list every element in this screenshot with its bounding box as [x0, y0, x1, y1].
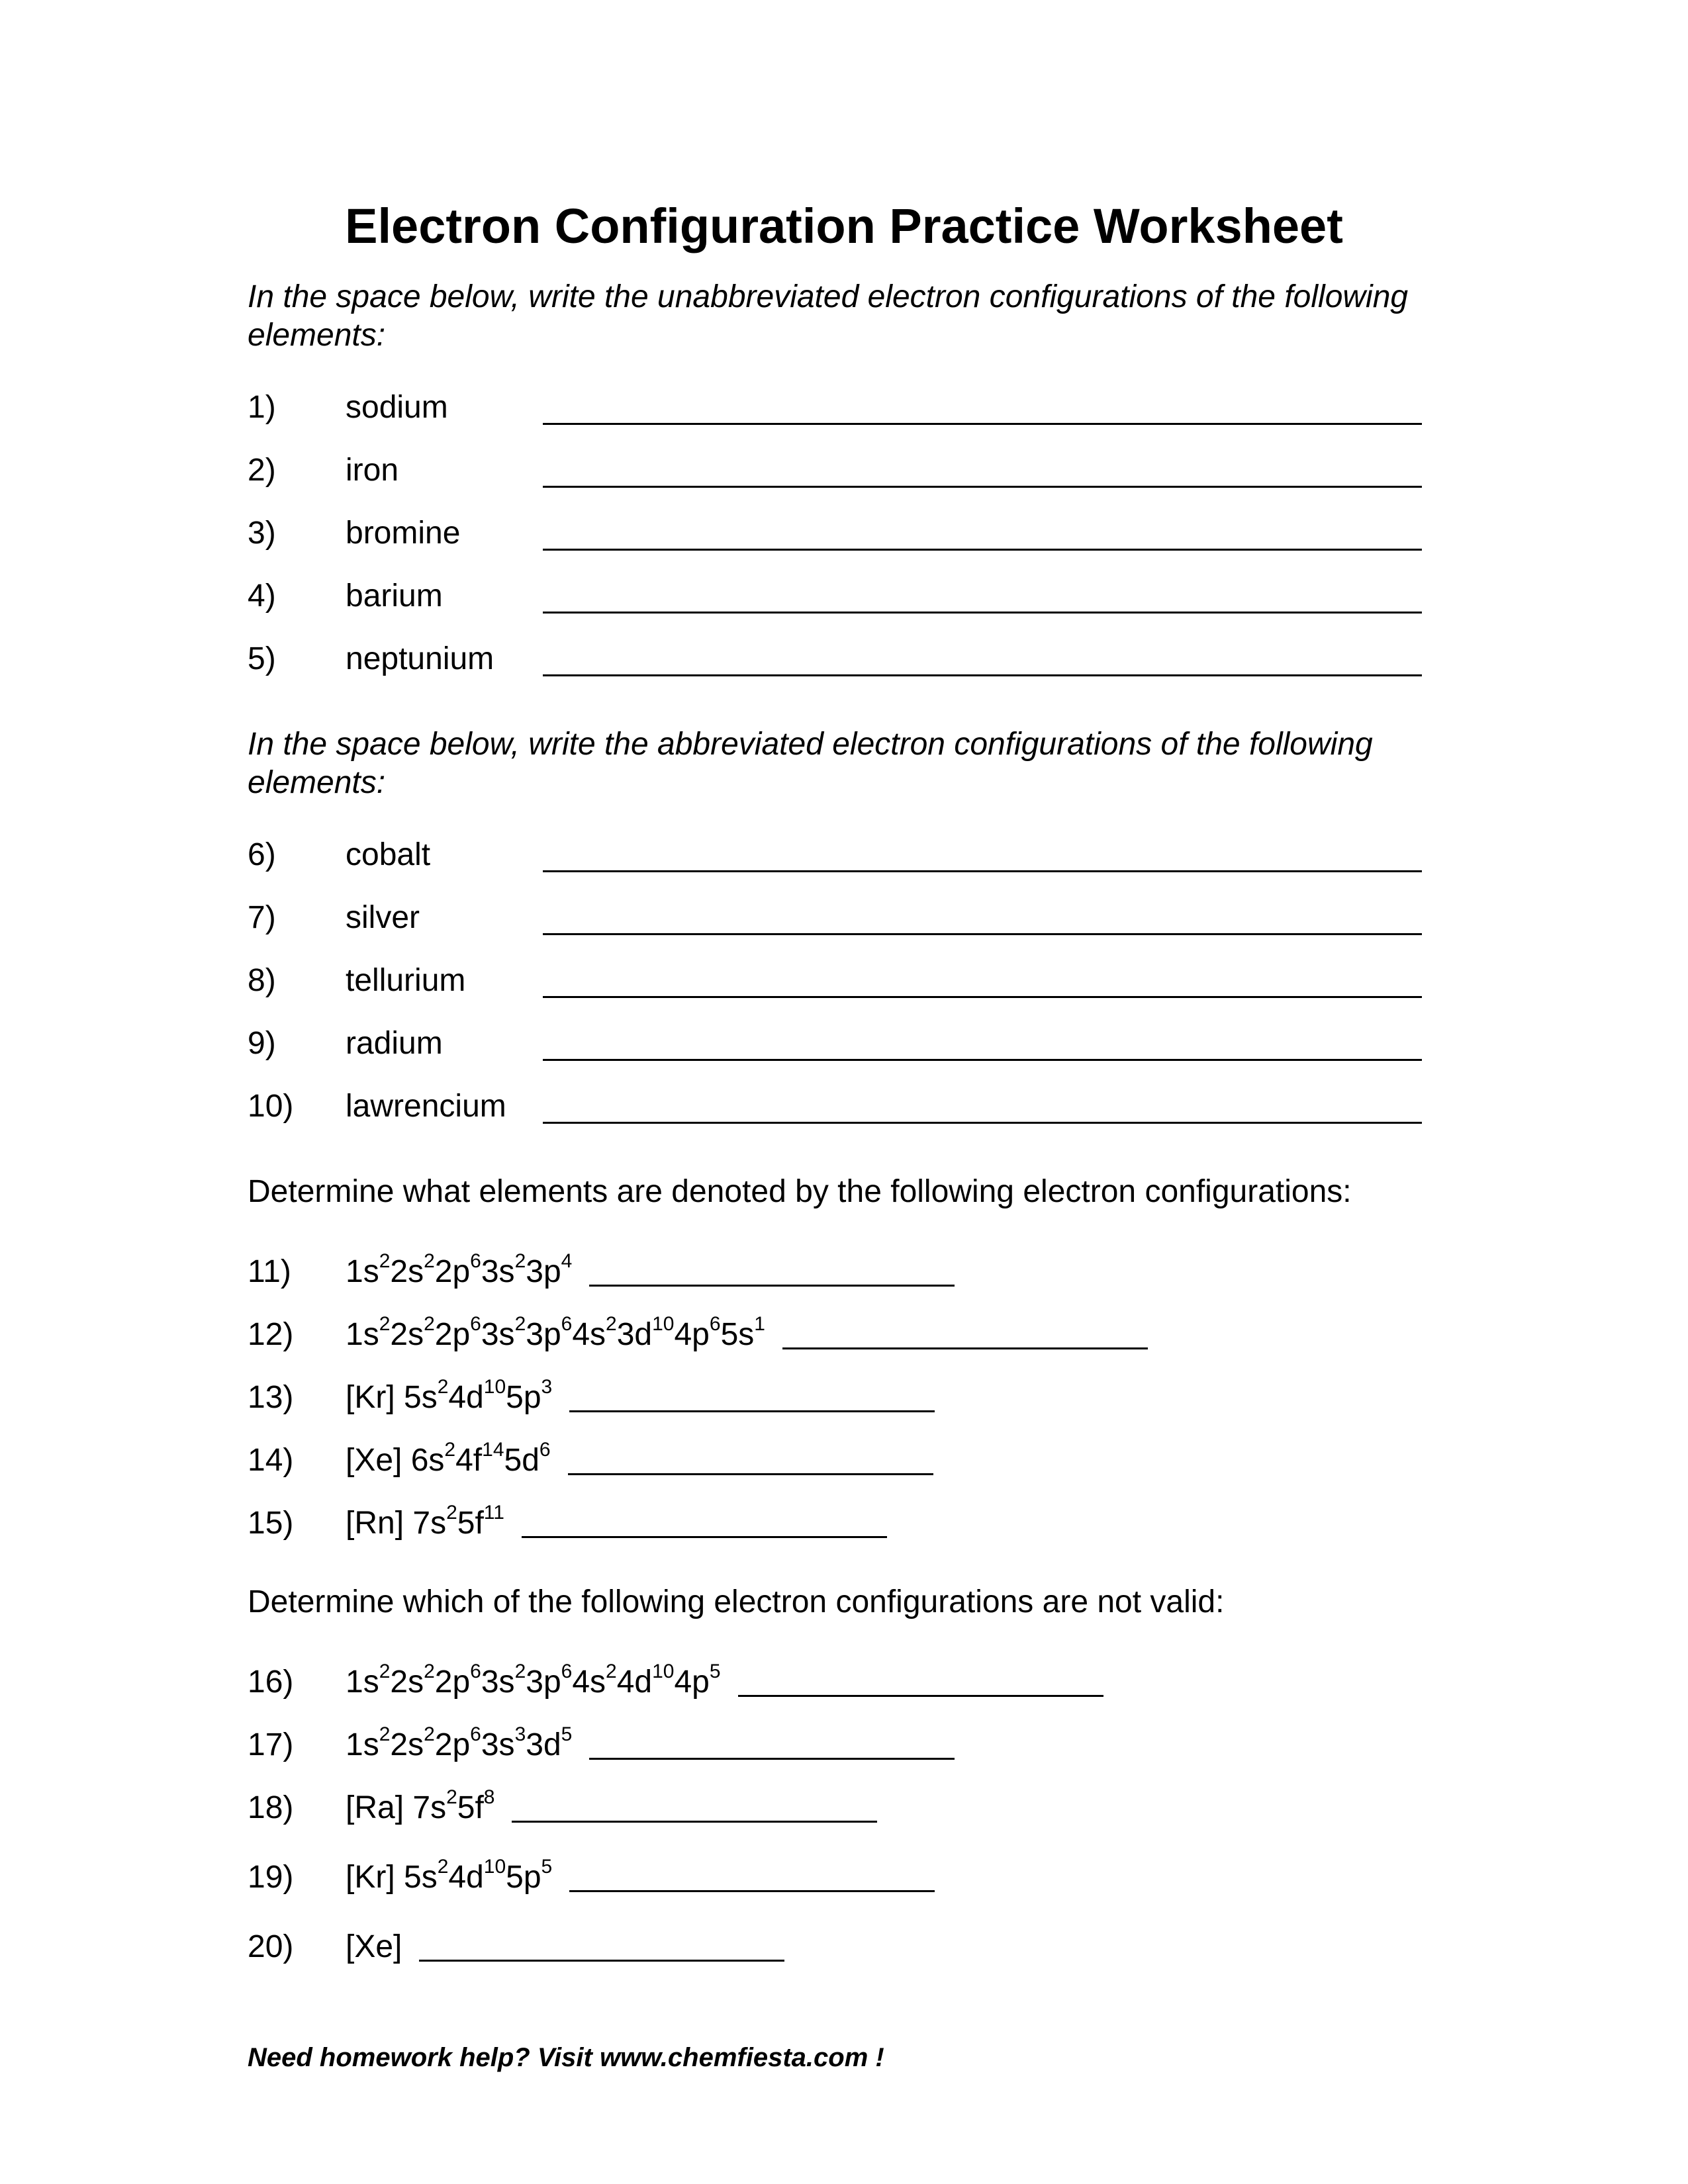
- configuration-text: [346, 1927, 402, 1967]
- question-12: [248, 1302, 1426, 1355]
- electron-count: 10: [483, 1856, 506, 1878]
- answer-line[interactable]: [543, 1122, 1422, 1124]
- electron-configuration: [346, 1927, 784, 1967]
- element-name: silver: [346, 900, 420, 935]
- question-number: 7): [248, 900, 276, 935]
- electron-count: 2: [379, 1313, 391, 1335]
- orbital-label: 2s: [390, 1664, 424, 1700]
- orbital-label: 3p: [526, 1664, 561, 1700]
- orbital-label: 3d: [616, 1317, 653, 1352]
- electron-count: 2: [444, 1439, 456, 1461]
- question-number: 14): [248, 1443, 294, 1478]
- electron-count: 11: [483, 1502, 504, 1524]
- orbital-label: 3s: [481, 1664, 515, 1700]
- electron-count: 2: [424, 1250, 435, 1272]
- orbital-label: 4d: [448, 1380, 484, 1415]
- electron-count: 6: [561, 1661, 573, 1682]
- orbital-label: 2s: [390, 1317, 424, 1352]
- question-3: [248, 500, 1426, 553]
- electron-count: 5: [541, 1856, 553, 1878]
- electron-count: 2: [424, 1723, 435, 1745]
- orbital-label: 3p: [526, 1317, 561, 1352]
- orbital-label: 5f: [457, 1506, 484, 1541]
- electron-count: 10: [483, 1376, 506, 1398]
- electron-count: 10: [652, 1313, 675, 1335]
- electron-count: 2: [606, 1313, 617, 1335]
- electron-count: 6: [470, 1313, 481, 1335]
- configuration-text: [346, 1788, 494, 1828]
- orbital-label: 1s: [346, 1664, 379, 1700]
- question-number: 18): [248, 1790, 294, 1825]
- question-number: 5): [248, 641, 276, 676]
- question-10: [248, 1073, 1426, 1126]
- question-18: [248, 1775, 1426, 1828]
- electron-count: 2: [379, 1250, 391, 1272]
- answer-line[interactable]: [543, 870, 1422, 872]
- question-number: 10): [248, 1089, 294, 1124]
- orbital-label: 2s: [390, 1254, 424, 1289]
- electron-count: 6: [539, 1439, 551, 1461]
- orbital-label: 2p: [434, 1254, 471, 1289]
- element-name: iron: [346, 453, 399, 488]
- orbital-label: 2s: [390, 1727, 424, 1762]
- electron-configuration: [346, 1504, 887, 1543]
- electron-count: 3: [514, 1723, 526, 1745]
- answer-line[interactable]: [589, 1285, 955, 1287]
- electron-count: 2: [424, 1661, 435, 1682]
- question-5: [248, 626, 1426, 679]
- electron-configuration: [346, 1441, 933, 1480]
- orbital-label: 1s: [346, 1727, 379, 1762]
- electron-configuration: [346, 1662, 1103, 1702]
- question-number: 3): [248, 516, 276, 551]
- orbital-label: 4d: [448, 1860, 484, 1895]
- question-2: [248, 437, 1426, 490]
- question-number: 15): [248, 1506, 294, 1541]
- orbital-label: [Kr] 5s: [346, 1860, 438, 1895]
- answer-line[interactable]: [522, 1536, 887, 1538]
- answer-line[interactable]: [543, 933, 1422, 935]
- orbital-label: [Ra] 7s: [346, 1790, 447, 1825]
- question-number: 19): [248, 1860, 294, 1895]
- configuration-text: [346, 1315, 765, 1355]
- electron-configuration: [346, 1788, 877, 1828]
- section1-instruction: In the space below, write the unabbreviated electron configurations of the following elements:: [248, 279, 1409, 353]
- configuration-text: [346, 1504, 504, 1543]
- question-number: 13): [248, 1380, 294, 1415]
- question-8: [248, 948, 1426, 1001]
- answer-line[interactable]: [738, 1695, 1103, 1697]
- question-number: 2): [248, 453, 276, 488]
- electron-count: 2: [379, 1723, 391, 1745]
- question-number: 17): [248, 1727, 294, 1762]
- orbital-label: 4f: [455, 1443, 483, 1478]
- answer-line[interactable]: [569, 1410, 935, 1412]
- electron-configuration: [346, 1252, 955, 1292]
- question-number: 6): [248, 837, 276, 872]
- question-number: 11): [248, 1254, 291, 1289]
- question-1: [248, 375, 1426, 428]
- electron-configuration: [346, 1858, 935, 1897]
- orbital-label: 5d: [504, 1443, 539, 1478]
- orbital-label: [Rn] 7s: [346, 1506, 447, 1541]
- electron-count: 6: [470, 1661, 481, 1682]
- element-name: tellurium: [346, 963, 466, 998]
- electron-count: 5: [709, 1661, 721, 1682]
- element-name: lawrencium: [346, 1089, 506, 1124]
- answer-line[interactable]: [543, 996, 1422, 998]
- answer-line[interactable]: [568, 1473, 933, 1475]
- configuration-text: [346, 1858, 552, 1897]
- orbital-label: [Kr] 5s: [346, 1380, 438, 1415]
- answer-line[interactable]: [569, 1890, 935, 1892]
- orbital-label: 4s: [572, 1317, 606, 1352]
- question-16: [248, 1649, 1426, 1702]
- orbital-label: [Xe]: [346, 1929, 402, 1964]
- footer-note: Need homework help? Visit www.chemfiesta.com !: [248, 2043, 884, 2072]
- electron-count: 10: [652, 1661, 675, 1682]
- orbital-label: 3p: [526, 1254, 561, 1289]
- question-number: 16): [248, 1664, 294, 1700]
- orbital-label: 4s: [572, 1664, 606, 1700]
- question-number: 9): [248, 1026, 276, 1061]
- electron-count: 3: [541, 1376, 553, 1398]
- electron-count: 6: [470, 1250, 481, 1272]
- electron-count: 14: [482, 1439, 504, 1461]
- electron-count: 2: [379, 1661, 391, 1682]
- answer-line[interactable]: [589, 1758, 955, 1760]
- orbital-label: 5p: [506, 1380, 541, 1415]
- section4-instruction: Determine which of the following electron configurations are not valid:: [248, 1584, 1225, 1619]
- question-13: [248, 1365, 1426, 1418]
- question-number: 4): [248, 578, 276, 614]
- question-4: [248, 563, 1426, 616]
- electron-count: 6: [709, 1313, 721, 1335]
- question-9: [248, 1011, 1426, 1064]
- question-11: [248, 1239, 1426, 1292]
- section2-instruction: In the space below, write the abbreviated electron configurations of the following elements:: [248, 727, 1373, 800]
- electron-count: 2: [446, 1786, 457, 1808]
- answer-line[interactable]: [543, 674, 1422, 676]
- orbital-label: 4d: [616, 1664, 653, 1700]
- electron-count: 2: [424, 1313, 435, 1335]
- element-name: neptunium: [346, 641, 494, 676]
- orbital-label: 2p: [434, 1727, 471, 1762]
- question-number: 20): [248, 1929, 294, 1964]
- electron-configuration: [346, 1725, 955, 1765]
- question-17: [248, 1712, 1426, 1765]
- electron-configuration: [346, 1378, 935, 1418]
- electron-count: 2: [446, 1502, 457, 1524]
- orbital-label: 5f: [457, 1790, 484, 1825]
- answer-line[interactable]: [543, 486, 1422, 488]
- electron-count: 6: [470, 1723, 481, 1745]
- configuration-text: [346, 1378, 552, 1418]
- electron-count: 2: [514, 1250, 526, 1272]
- section3-instruction: Determine what elements are denoted by the following electron configurations:: [248, 1174, 1352, 1209]
- electron-count: 2: [514, 1313, 526, 1335]
- orbital-label: 3s: [481, 1254, 515, 1289]
- orbital-label: 1s: [346, 1317, 379, 1352]
- answer-line[interactable]: [419, 1960, 784, 1962]
- orbital-label: 5s: [720, 1317, 755, 1352]
- answer-line[interactable]: [543, 549, 1422, 551]
- orbital-label: 4p: [674, 1317, 710, 1352]
- orbital-label: 2p: [434, 1317, 471, 1352]
- element-name: radium: [346, 1026, 443, 1061]
- question-number: 8): [248, 963, 276, 998]
- electron-count: 4: [561, 1250, 573, 1272]
- question-20: [248, 1914, 1426, 1967]
- electron-count: 6: [561, 1313, 573, 1335]
- configuration-text: [346, 1441, 551, 1480]
- electron-count: 8: [483, 1786, 495, 1808]
- question-19: [248, 1844, 1426, 1897]
- element-name: sodium: [346, 390, 448, 425]
- answer-line[interactable]: [543, 423, 1422, 425]
- question-7: [248, 885, 1426, 938]
- electron-count: 2: [606, 1661, 617, 1682]
- question-number: 1): [248, 390, 276, 425]
- configuration-text: [346, 1725, 572, 1765]
- element-name: barium: [346, 578, 443, 614]
- question-number: 12): [248, 1317, 294, 1352]
- orbital-label: [Xe] 6s: [346, 1443, 445, 1478]
- electron-configuration: [346, 1315, 1148, 1355]
- orbital-label: 3s: [481, 1727, 515, 1762]
- question-6: [248, 822, 1426, 875]
- element-name: bromine: [346, 516, 461, 551]
- answer-line[interactable]: [543, 1059, 1422, 1061]
- configuration-text: [346, 1662, 721, 1702]
- answer-line[interactable]: [782, 1347, 1148, 1349]
- orbital-label: 3s: [481, 1317, 515, 1352]
- answer-line[interactable]: [543, 612, 1422, 614]
- orbital-label: 5p: [506, 1860, 541, 1895]
- electron-count: 2: [437, 1856, 449, 1878]
- question-15: [248, 1490, 1426, 1543]
- page-title: Electron Configuration Practice Worksheet: [345, 199, 1343, 253]
- element-name: cobalt: [346, 837, 431, 872]
- electron-count: 1: [754, 1313, 765, 1335]
- question-14: [248, 1428, 1426, 1480]
- configuration-text: [346, 1252, 572, 1292]
- electron-count: 2: [514, 1661, 526, 1682]
- electron-count: 2: [437, 1376, 449, 1398]
- orbital-label: 2p: [434, 1664, 471, 1700]
- answer-line[interactable]: [512, 1821, 877, 1823]
- orbital-label: 4p: [674, 1664, 710, 1700]
- orbital-label: 1s: [346, 1254, 379, 1289]
- orbital-label: 3d: [526, 1727, 561, 1762]
- electron-count: 5: [561, 1723, 573, 1745]
